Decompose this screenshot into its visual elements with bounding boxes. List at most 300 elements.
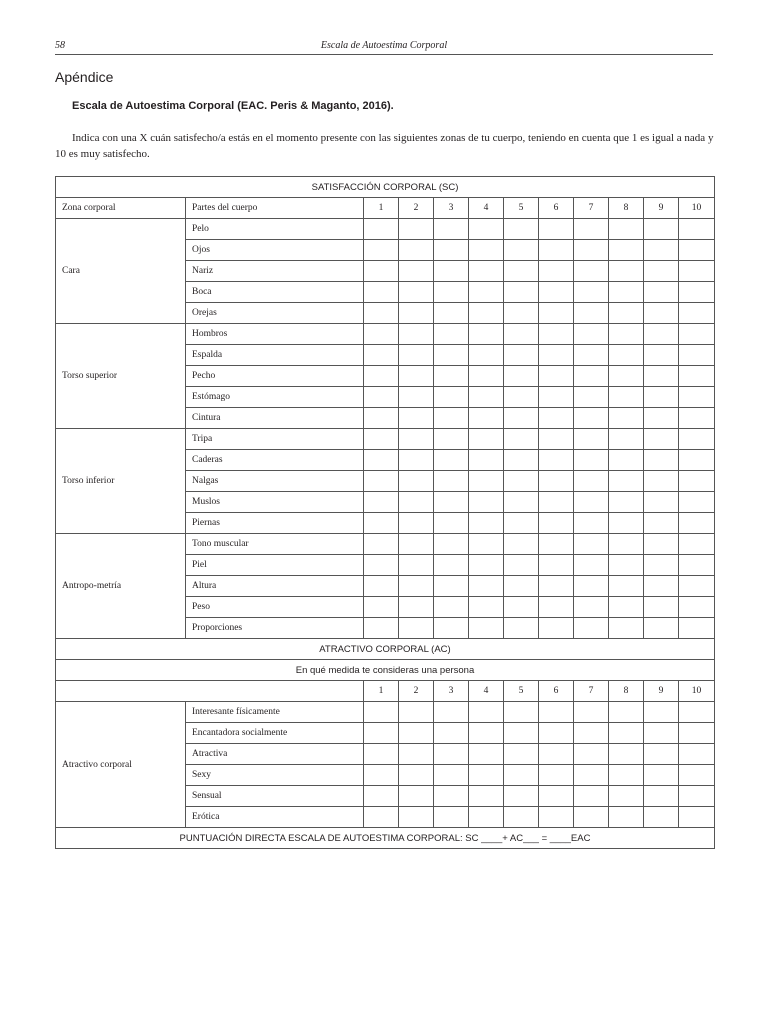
page-header — [55, 38, 713, 55]
rating-cell[interactable] — [399, 282, 434, 303]
rating-cell[interactable] — [399, 765, 434, 786]
rating-cell[interactable] — [364, 702, 399, 723]
rating-cell[interactable] — [574, 492, 609, 513]
rating-cell[interactable] — [574, 702, 609, 723]
rating-cell[interactable] — [469, 324, 504, 345]
rating-cell[interactable] — [644, 723, 679, 744]
rating-cell[interactable] — [539, 282, 574, 303]
rating-cell[interactable] — [399, 492, 434, 513]
rating-cell[interactable] — [504, 261, 539, 282]
rating-cell[interactable] — [539, 261, 574, 282]
rating-cell[interactable] — [504, 534, 539, 555]
scale-number: 5 — [504, 681, 539, 702]
rating-cell[interactable] — [574, 534, 609, 555]
rating-cell[interactable] — [434, 786, 469, 807]
body-part-label: Orejas — [186, 303, 364, 324]
rating-cell[interactable] — [469, 807, 504, 828]
rating-cell[interactable] — [399, 513, 434, 534]
rating-cell[interactable] — [539, 618, 574, 639]
rating-cell[interactable] — [504, 618, 539, 639]
rating-cell[interactable] — [364, 240, 399, 261]
rating-cell[interactable] — [679, 534, 715, 555]
rating-cell[interactable] — [399, 576, 434, 597]
rating-cell[interactable] — [364, 807, 399, 828]
rating-cell[interactable] — [644, 786, 679, 807]
rating-cell[interactable] — [504, 492, 539, 513]
rating-cell[interactable] — [644, 366, 679, 387]
rating-cell[interactable] — [469, 282, 504, 303]
ac-subtitle-row — [56, 660, 715, 681]
rating-cell[interactable] — [644, 408, 679, 429]
rating-cell[interactable] — [434, 261, 469, 282]
rating-cell[interactable] — [644, 429, 679, 450]
body-part-label: Ojos — [186, 240, 364, 261]
rating-cell[interactable] — [364, 345, 399, 366]
sc-title-row — [56, 177, 715, 198]
rating-cell[interactable] — [539, 387, 574, 408]
rating-cell[interactable] — [434, 765, 469, 786]
rating-cell[interactable] — [574, 471, 609, 492]
rating-cell[interactable] — [644, 324, 679, 345]
rating-cell[interactable] — [469, 240, 504, 261]
rating-cell[interactable] — [469, 534, 504, 555]
rating-cell[interactable] — [469, 576, 504, 597]
rating-cell[interactable] — [469, 723, 504, 744]
body-part-label: Interesante físicamente — [186, 702, 364, 723]
scale-number: 9 — [644, 198, 679, 219]
rating-cell[interactable] — [364, 387, 399, 408]
rating-cell[interactable] — [399, 702, 434, 723]
rating-cell[interactable] — [469, 492, 504, 513]
rating-cell[interactable] — [679, 744, 715, 765]
rating-cell[interactable] — [644, 282, 679, 303]
rating-cell[interactable] — [504, 240, 539, 261]
rating-cell[interactable] — [609, 471, 644, 492]
rating-cell[interactable] — [469, 597, 504, 618]
body-part-label: Nariz — [186, 261, 364, 282]
rating-cell[interactable] — [434, 345, 469, 366]
rating-cell[interactable] — [539, 513, 574, 534]
rating-cell[interactable] — [574, 576, 609, 597]
rating-cell[interactable] — [504, 723, 539, 744]
rating-cell[interactable] — [644, 597, 679, 618]
rating-cell[interactable] — [574, 345, 609, 366]
rating-cell[interactable] — [644, 702, 679, 723]
rating-cell[interactable] — [399, 807, 434, 828]
rating-cell[interactable] — [679, 303, 715, 324]
rating-cell[interactable] — [609, 618, 644, 639]
rating-cell[interactable] — [399, 534, 434, 555]
rating-cell[interactable] — [539, 744, 574, 765]
rating-cell[interactable] — [364, 282, 399, 303]
rating-cell[interactable] — [574, 744, 609, 765]
rating-cell[interactable] — [469, 345, 504, 366]
rating-cell[interactable] — [644, 492, 679, 513]
rating-cell[interactable] — [399, 429, 434, 450]
rating-cell[interactable] — [434, 219, 469, 240]
rating-cell[interactable] — [504, 282, 539, 303]
rating-cell[interactable] — [539, 534, 574, 555]
rating-cell[interactable] — [504, 408, 539, 429]
ac-subtitle: En qué medida te consideras una persona — [56, 660, 715, 681]
rating-cell[interactable] — [539, 450, 574, 471]
rating-cell[interactable] — [644, 765, 679, 786]
rating-cell[interactable] — [574, 513, 609, 534]
rating-cell[interactable] — [539, 303, 574, 324]
rating-cell[interactable] — [469, 450, 504, 471]
rating-cell[interactable] — [399, 597, 434, 618]
body-part-label: Caderas — [186, 450, 364, 471]
rating-cell[interactable] — [679, 471, 715, 492]
rating-cell[interactable] — [609, 555, 644, 576]
rating-cell[interactable] — [434, 366, 469, 387]
rating-cell[interactable] — [609, 324, 644, 345]
body-part-label: Peso — [186, 597, 364, 618]
rating-cell[interactable] — [469, 429, 504, 450]
rating-cell[interactable] — [434, 723, 469, 744]
scale-number: 1 — [364, 681, 399, 702]
rating-cell[interactable] — [364, 786, 399, 807]
rating-cell[interactable] — [574, 282, 609, 303]
rating-cell[interactable] — [399, 618, 434, 639]
table-row — [56, 534, 715, 555]
rating-cell[interactable] — [434, 240, 469, 261]
rating-cell[interactable] — [504, 555, 539, 576]
rating-cell[interactable] — [609, 303, 644, 324]
rating-cell[interactable] — [364, 366, 399, 387]
rating-cell[interactable] — [399, 555, 434, 576]
rating-cell[interactable] — [399, 303, 434, 324]
rating-cell[interactable] — [434, 408, 469, 429]
rating-cell[interactable] — [644, 555, 679, 576]
rating-cell[interactable] — [539, 597, 574, 618]
rating-cell[interactable] — [574, 408, 609, 429]
rating-cell[interactable] — [434, 555, 469, 576]
rating-cell[interactable] — [434, 618, 469, 639]
rating-cell[interactable] — [399, 471, 434, 492]
rating-cell[interactable] — [399, 240, 434, 261]
rating-cell[interactable] — [679, 786, 715, 807]
ac-title: ATRACTIVO CORPORAL (AC) — [56, 639, 715, 660]
rating-cell[interactable] — [644, 576, 679, 597]
rating-cell[interactable] — [504, 744, 539, 765]
rating-cell[interactable] — [609, 702, 644, 723]
rating-cell[interactable] — [469, 387, 504, 408]
rating-cell[interactable] — [364, 618, 399, 639]
rating-cell[interactable] — [539, 786, 574, 807]
rating-cell[interactable] — [399, 786, 434, 807]
rating-cell[interactable] — [364, 408, 399, 429]
scale-number: 2 — [399, 198, 434, 219]
rating-cell[interactable] — [469, 702, 504, 723]
rating-cell[interactable] — [679, 282, 715, 303]
rating-cell[interactable] — [609, 429, 644, 450]
rating-cell[interactable] — [574, 723, 609, 744]
rating-cell[interactable] — [364, 324, 399, 345]
rating-cell[interactable] — [679, 219, 715, 240]
rating-cell[interactable] — [609, 282, 644, 303]
rating-cell[interactable] — [539, 555, 574, 576]
body-part-label: Muslos — [186, 492, 364, 513]
total-score-row — [56, 828, 715, 849]
scale-number: 7 — [574, 681, 609, 702]
rating-cell[interactable] — [434, 702, 469, 723]
rating-cell[interactable] — [434, 471, 469, 492]
rating-cell[interactable] — [609, 492, 644, 513]
body-part-label: Erótica — [186, 807, 364, 828]
scale-number: 4 — [469, 681, 504, 702]
rating-cell[interactable] — [434, 744, 469, 765]
rating-cell[interactable] — [609, 597, 644, 618]
scale-number: 10 — [679, 681, 715, 702]
body-part-label: Estómago — [186, 387, 364, 408]
rating-cell[interactable] — [539, 219, 574, 240]
rating-cell[interactable] — [434, 576, 469, 597]
rating-cell[interactable] — [679, 345, 715, 366]
rating-cell[interactable] — [399, 261, 434, 282]
rating-cell[interactable] — [469, 513, 504, 534]
rating-cell[interactable] — [504, 471, 539, 492]
rating-cell[interactable] — [644, 219, 679, 240]
rating-cell[interactable] — [399, 450, 434, 471]
rating-cell[interactable] — [679, 408, 715, 429]
rating-cell[interactable] — [539, 240, 574, 261]
rating-cell[interactable] — [609, 345, 644, 366]
zone-label: Cara — [56, 219, 186, 324]
rating-cell[interactable] — [609, 261, 644, 282]
rating-cell[interactable] — [574, 303, 609, 324]
rating-cell[interactable] — [504, 807, 539, 828]
rating-cell[interactable] — [574, 618, 609, 639]
rating-cell[interactable] — [679, 597, 715, 618]
rating-cell[interactable] — [504, 345, 539, 366]
rating-cell[interactable] — [609, 387, 644, 408]
rating-cell[interactable] — [679, 555, 715, 576]
rating-cell[interactable] — [644, 471, 679, 492]
rating-cell[interactable] — [679, 366, 715, 387]
rating-cell[interactable] — [609, 765, 644, 786]
rating-cell[interactable] — [399, 744, 434, 765]
table-row — [56, 324, 715, 345]
rating-cell[interactable] — [679, 387, 715, 408]
rating-cell[interactable] — [644, 345, 679, 366]
rating-cell[interactable] — [364, 534, 399, 555]
rating-cell[interactable] — [644, 303, 679, 324]
rating-cell[interactable] — [469, 555, 504, 576]
rating-cell[interactable] — [679, 807, 715, 828]
scale-number: 5 — [504, 198, 539, 219]
rating-cell[interactable] — [469, 261, 504, 282]
rating-cell[interactable] — [434, 534, 469, 555]
body-part-label: Encantadora socialmente — [186, 723, 364, 744]
rating-cell[interactable] — [679, 723, 715, 744]
rating-cell[interactable] — [609, 807, 644, 828]
rating-cell[interactable] — [609, 576, 644, 597]
rating-cell[interactable] — [679, 492, 715, 513]
rating-cell[interactable] — [364, 576, 399, 597]
rating-cell[interactable] — [364, 219, 399, 240]
rating-cell[interactable] — [364, 471, 399, 492]
table-row — [56, 429, 715, 450]
rating-cell[interactable] — [679, 261, 715, 282]
rating-cell[interactable] — [574, 219, 609, 240]
rating-cell[interactable] — [609, 219, 644, 240]
rating-cell[interactable] — [539, 345, 574, 366]
rating-cell[interactable] — [364, 261, 399, 282]
rating-cell[interactable] — [434, 597, 469, 618]
rating-cell[interactable] — [539, 324, 574, 345]
rating-cell[interactable] — [539, 807, 574, 828]
rating-cell[interactable] — [364, 429, 399, 450]
rating-cell[interactable] — [469, 786, 504, 807]
rating-cell[interactable] — [574, 261, 609, 282]
rating-cell[interactable] — [679, 765, 715, 786]
rating-cell[interactable] — [504, 786, 539, 807]
body-part-label: Piernas — [186, 513, 364, 534]
rating-cell[interactable] — [434, 513, 469, 534]
rating-cell[interactable] — [609, 513, 644, 534]
rating-cell[interactable] — [434, 303, 469, 324]
rating-cell[interactable] — [434, 807, 469, 828]
rating-cell[interactable] — [609, 408, 644, 429]
rating-cell[interactable] — [679, 450, 715, 471]
rating-cell[interactable] — [504, 324, 539, 345]
body-part-label: Nalgas — [186, 471, 364, 492]
rating-cell[interactable] — [504, 387, 539, 408]
rating-cell[interactable] — [469, 744, 504, 765]
rating-cell[interactable] — [539, 366, 574, 387]
rating-cell[interactable] — [679, 429, 715, 450]
rating-cell[interactable] — [364, 513, 399, 534]
rating-cell[interactable] — [434, 429, 469, 450]
rating-cell[interactable] — [539, 702, 574, 723]
rating-cell[interactable] — [504, 450, 539, 471]
rating-cell[interactable] — [399, 324, 434, 345]
rating-cell[interactable] — [539, 765, 574, 786]
sc-title: SATISFACCIÓN CORPORAL (SC) — [56, 177, 715, 198]
rating-cell[interactable] — [679, 576, 715, 597]
rating-cell[interactable] — [399, 345, 434, 366]
rating-cell[interactable] — [609, 744, 644, 765]
rating-cell[interactable] — [644, 744, 679, 765]
zone-label: Atractivo corporal — [56, 702, 186, 828]
rating-cell[interactable] — [504, 576, 539, 597]
rating-cell[interactable] — [399, 723, 434, 744]
rating-cell[interactable] — [574, 240, 609, 261]
rating-cell[interactable] — [609, 723, 644, 744]
rating-cell[interactable] — [364, 723, 399, 744]
rating-cell[interactable] — [504, 219, 539, 240]
rating-cell[interactable] — [504, 429, 539, 450]
rating-cell[interactable] — [469, 471, 504, 492]
body-part-label: Atractiva — [186, 744, 364, 765]
rating-cell[interactable] — [609, 450, 644, 471]
rating-cell[interactable] — [364, 744, 399, 765]
rating-cell[interactable] — [574, 597, 609, 618]
rating-cell[interactable] — [644, 240, 679, 261]
rating-cell[interactable] — [504, 366, 539, 387]
rating-cell[interactable] — [574, 324, 609, 345]
rating-cell[interactable] — [364, 303, 399, 324]
rating-cell[interactable] — [574, 387, 609, 408]
rating-cell[interactable] — [504, 765, 539, 786]
eac-table — [55, 176, 715, 849]
rating-cell[interactable] — [364, 492, 399, 513]
rating-cell[interactable] — [609, 534, 644, 555]
rating-cell[interactable] — [364, 555, 399, 576]
rating-cell[interactable] — [434, 492, 469, 513]
rating-cell[interactable] — [469, 618, 504, 639]
rating-cell[interactable] — [539, 408, 574, 429]
rating-cell[interactable] — [469, 366, 504, 387]
instructions: Indica con una X cuán satisfecho/a estás en el momento presente con las siguientes zonas de tu cuerpo, teniendo en cuenta que 1 es igual a nada y 10 es muy satisfecho. — [55, 132, 714, 160]
rating-cell[interactable] — [679, 618, 715, 639]
rating-cell[interactable] — [504, 597, 539, 618]
rating-cell[interactable] — [574, 807, 609, 828]
rating-cell[interactable] — [609, 240, 644, 261]
rating-cell[interactable] — [504, 702, 539, 723]
rating-cell[interactable] — [539, 492, 574, 513]
rating-cell[interactable] — [644, 261, 679, 282]
rating-cell[interactable] — [609, 786, 644, 807]
rating-cell[interactable] — [434, 324, 469, 345]
rating-cell[interactable] — [364, 765, 399, 786]
rating-cell[interactable] — [539, 471, 574, 492]
rating-cell[interactable] — [504, 303, 539, 324]
column-header-row — [56, 198, 715, 219]
rating-cell[interactable] — [434, 450, 469, 471]
rating-cell[interactable] — [644, 534, 679, 555]
rating-cell[interactable] — [574, 555, 609, 576]
rating-cell[interactable] — [574, 366, 609, 387]
rating-cell[interactable] — [539, 576, 574, 597]
rating-cell[interactable] — [574, 786, 609, 807]
rating-cell[interactable] — [679, 240, 715, 261]
rating-cell[interactable] — [679, 324, 715, 345]
rating-cell[interactable] — [679, 513, 715, 534]
rating-cell[interactable] — [504, 513, 539, 534]
rating-cell[interactable] — [574, 429, 609, 450]
rating-cell[interactable] — [469, 303, 504, 324]
scale-number: 4 — [469, 198, 504, 219]
rating-cell[interactable] — [434, 282, 469, 303]
rating-cell[interactable] — [399, 366, 434, 387]
rating-cell[interactable] — [644, 618, 679, 639]
rating-cell[interactable] — [574, 765, 609, 786]
rating-cell[interactable] — [539, 723, 574, 744]
rating-cell[interactable] — [644, 513, 679, 534]
rating-cell[interactable] — [399, 408, 434, 429]
rating-cell[interactable] — [364, 450, 399, 471]
rating-cell[interactable] — [644, 387, 679, 408]
rating-cell[interactable] — [364, 597, 399, 618]
rating-cell[interactable] — [469, 219, 504, 240]
rating-cell[interactable] — [469, 408, 504, 429]
rating-cell[interactable] — [399, 219, 434, 240]
empty-cell — [56, 681, 364, 702]
rating-cell[interactable] — [434, 387, 469, 408]
rating-cell[interactable] — [574, 450, 609, 471]
rating-cell[interactable] — [679, 702, 715, 723]
ac-number-row — [56, 681, 715, 702]
rating-cell[interactable] — [399, 387, 434, 408]
rating-cell[interactable] — [609, 366, 644, 387]
rating-cell[interactable] — [469, 765, 504, 786]
rating-cell[interactable] — [539, 429, 574, 450]
rating-cell[interactable] — [644, 450, 679, 471]
body-part-label: Tono muscular — [186, 534, 364, 555]
rating-cell[interactable] — [644, 807, 679, 828]
